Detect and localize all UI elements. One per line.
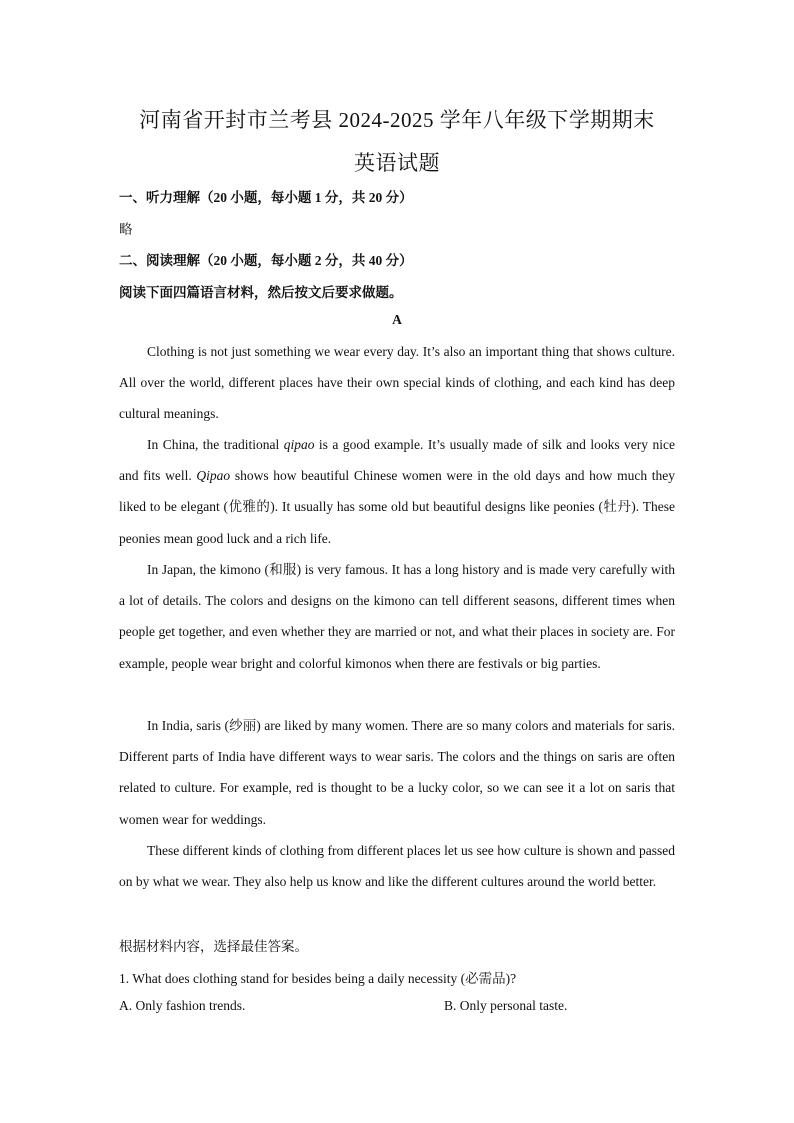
exam-title: 河南省开封市兰考县 2024-2025 学年八年级下学期期末 [139,108,655,132]
option-b[interactable]: B. Only personal taste. [444,998,568,1013]
listening-section-heading: 一、听力理解（20 小题，每小题 1 分，共 20 分） [119,190,413,205]
option-a[interactable]: A. Only fashion trends. [119,998,246,1013]
reading-section-heading: 二、阅读理解（20 小题，每小题 2 分，共 40 分） [119,253,413,268]
question-stem: 1. What does clothing stand for besides being a daily necessity (必需品)? [119,971,517,986]
passage-paragraph: In Japan, the kimono (和服) is very famous. It has a long history and is made very carefully with a lot of details. The colors and designs on the kimono can tell different seasons, different times when people get together, and even whether they are married or not, and what their places in society are. For example, people wear bright and colorful kimonos when there are festivals or big parties. [119,562,675,671]
passage-label: A [392,312,402,327]
exam-subtitle: 英语试题 [354,151,440,175]
listening-section-note: 略 [119,222,133,237]
passage-paragraph: These different kinds of clothing from different places let us see how culture is shown and passed on by what we wear. They also help us know and like the different cultures around the world better. [119,843,675,890]
passage-paragraph: In India, saris (纱丽) are liked by many women. There are so many colors and materials for saris. Different parts of India have different ways to wear saris. The colors and the things on saris are often related to culture. For example, red is thought to be a lucky color, so we can see it a lot on saris that women wear for weddings. [119,718,675,827]
reading-section-instruction: 阅读下面四篇语言材料，然后按文后要求做题。 [119,285,403,300]
task-instruction: 根据材料内容，选择最佳答案。 [119,939,308,954]
passage-paragraph: Clothing is not just something we wear every day. It’s also an important thing that shows culture. All over the world, different places have their own special kinds of clothing, and each kind has deep cultural meanings. [119,344,675,422]
passage-paragraph: In China, the traditional qipao is a good example. It’s usually made of silk and looks very nice and fits well. Qipao shows how beautiful Chinese women were in the old days and how much they liked to be elegant (优雅的). It usually has some old but beautiful designs like peonies (牡丹). These peonies mean good luck and a rich life. [119,437,675,546]
